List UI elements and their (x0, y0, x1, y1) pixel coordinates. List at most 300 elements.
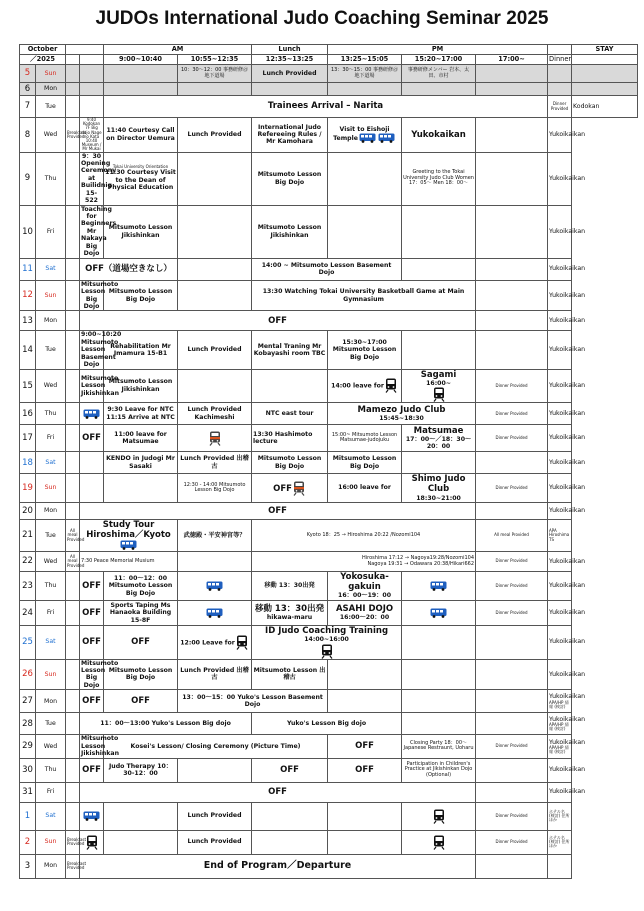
schedule-cell (80, 369, 119, 403)
empty-cell (402, 830, 476, 854)
empty-cell (66, 280, 80, 311)
empty-cell (548, 83, 572, 96)
schedule-cell (80, 258, 178, 280)
empty-cell (476, 713, 548, 735)
empty-cell (178, 83, 252, 96)
empty-cell (402, 659, 476, 690)
day-weekday: Tue (36, 713, 66, 735)
cell-text: 11:40 Courtesy Call on Director Uemura (106, 127, 175, 142)
cell-heading: ASAHI DOJO (335, 604, 394, 615)
schedule-cell (328, 600, 402, 625)
day-weekday: Mon (36, 854, 66, 878)
day-weekday: Wed (36, 552, 66, 572)
empty-cell (178, 758, 252, 782)
schedule-cell (476, 735, 548, 758)
schedule-cell (80, 520, 178, 552)
header-month: October (20, 45, 66, 55)
schedule-cell (104, 572, 178, 601)
day-number: 25 (20, 625, 36, 659)
cell-text: Mitsumoto Lesson Big Dojo (332, 455, 397, 470)
cell-text: 11:00 leave for Matsumae (114, 430, 167, 446)
empty-cell (178, 572, 252, 601)
cell-text: Mitsumoto Lesson Big Dojo (257, 171, 322, 186)
schedule-cell (80, 735, 119, 758)
cell-text: Lunch Provided (262, 69, 317, 77)
day-row (20, 474, 638, 503)
slot-5: 15:20~17:00 (402, 55, 476, 65)
day-row (20, 659, 638, 690)
schedule-cell (104, 205, 178, 258)
cell-text: Mitsumoto Lesson Big Dojo (257, 455, 322, 470)
day-row (20, 802, 638, 830)
day-weekday: Sun (36, 474, 66, 503)
cell-text: Yukoikaikan (549, 609, 586, 617)
schedule-cell (548, 503, 586, 520)
cell-text: 7:30 Peace Memorial Musium (81, 557, 155, 564)
day-weekday: Sat (36, 452, 66, 474)
day-number: 16 (20, 403, 36, 425)
day-weekday: Thu (36, 572, 66, 601)
schedule-cell (104, 690, 178, 713)
empty-cell (178, 600, 252, 625)
schedule-cell (402, 425, 476, 452)
schedule-cell (252, 452, 328, 474)
cell-text: Dinner Provided (495, 838, 528, 844)
cell-text: Participation in Children's Practice at Jikishinkan Dojo (Optional) (404, 760, 473, 778)
empty-cell (402, 452, 476, 474)
empty-cell (476, 854, 548, 878)
day-weekday: Sun (36, 280, 66, 311)
cell-text: Yukoikaikan (549, 458, 586, 466)
empty-cell (476, 625, 548, 659)
schedule-table (19, 44, 638, 879)
cell-time: 14:00~16:00 (304, 636, 349, 644)
train-icon (433, 387, 445, 402)
cell-text: Lunch Provided 出稽古 (180, 455, 249, 470)
schedule-cell (252, 403, 328, 425)
schedule-cell (476, 474, 548, 503)
header-stay: STAY (572, 45, 638, 55)
empty-cell (476, 83, 548, 96)
stay-note: APA/HP 情報 (検討) (549, 722, 569, 732)
schedule-cell (252, 280, 476, 311)
slot-3: 12:35~13:25 (252, 55, 328, 65)
day-row (20, 625, 638, 659)
cell-text: Mental Traning Mr Kobayashi room TBC (253, 342, 326, 357)
empty-cell (476, 782, 548, 802)
cell-text: Greeting to the Tokai University Judo Club Women 17：05～ Men 18：00～ (403, 169, 474, 187)
empty-cell (66, 152, 80, 205)
day-number: 17 (20, 425, 36, 452)
day-weekday: Sun (36, 830, 66, 854)
day-row (20, 830, 638, 854)
bus-icon (430, 581, 447, 591)
schedule-cell (252, 520, 476, 552)
empty-cell (476, 205, 548, 258)
cell-text: Lunch Provided (187, 812, 242, 820)
schedule-cell (548, 152, 586, 205)
day-weekday: Sat (36, 625, 66, 659)
empty-cell (66, 625, 80, 659)
cell-text: Dinner Provided (495, 485, 528, 490)
cell-text: Kodokan (573, 102, 600, 110)
schedule-cell (252, 205, 328, 258)
slot-4: 13:25~15:05 (328, 55, 402, 65)
cell-text: Yukoikaikan (549, 265, 586, 273)
cell-time: 17：00～／18：30～20：00 (405, 435, 472, 451)
empty-cell (66, 782, 80, 802)
day-weekday: Sat (36, 802, 66, 830)
cell-text: Yukoikaikan (549, 291, 586, 299)
cell-text: OFF (268, 786, 287, 797)
schedule-cell (80, 572, 104, 601)
day-row (20, 572, 638, 601)
cell-text: Yukoikaikan (549, 484, 586, 492)
schedule-cell (548, 690, 586, 713)
cell-text: Mitsumoto Lesson Jikishinkan (257, 224, 322, 239)
schedule-cell (476, 600, 548, 625)
day-number: 10 (20, 205, 36, 258)
cell-text: 11：00～13:00 Yuko's Lesson Big dojo (100, 720, 231, 728)
day-weekday: Thu (36, 403, 66, 425)
empty-cell (66, 331, 80, 369)
cell-text: OFF (82, 580, 101, 591)
day-weekday: Mon (36, 503, 66, 520)
empty-cell (572, 65, 638, 83)
schedule-cell (548, 572, 586, 601)
cell-heading: Sagami (420, 369, 457, 380)
day-weekday: Tue (36, 331, 66, 369)
empty-cell (178, 205, 252, 258)
empty-cell (402, 713, 476, 735)
empty-cell (66, 802, 80, 830)
bus-icon (378, 133, 395, 143)
cell-text: Mitsumoto Lesson Big Dojo (81, 280, 119, 310)
schedule-cell (104, 96, 548, 118)
day-number: 18 (20, 452, 36, 474)
empty-cell (178, 369, 252, 403)
schedule-cell (548, 520, 572, 552)
cell-text: 10：30～12：00 事務研修＠地下道場 (181, 67, 249, 79)
schedule-cell (548, 802, 572, 830)
train-icon (433, 809, 445, 824)
cell-text: Visit to Eishoji Temple (333, 126, 390, 143)
empty-cell (402, 690, 476, 713)
day-row (20, 854, 638, 878)
cell-text: OFF (280, 764, 299, 775)
schedule-cell (548, 280, 586, 311)
schedule-cell (66, 830, 87, 854)
cell-text: Yukoikaikan (549, 766, 586, 774)
day-number: 2 (20, 830, 36, 854)
empty-cell (178, 280, 252, 311)
schedule-cell (104, 600, 178, 625)
schedule-cell (328, 572, 402, 601)
cell-text: OFF (268, 315, 287, 326)
empty-cell (476, 280, 548, 311)
cell-text: Breakfast Provided (67, 836, 87, 847)
day-row (20, 713, 638, 735)
cell-text: Yukoikaikan (549, 638, 586, 646)
cell-text: Kosei's Lesson/ Closing Ceremony (Picture Time) (130, 742, 301, 750)
empty-cell (80, 96, 104, 118)
cell-text: Dinner Provided (550, 101, 569, 111)
schedule-cell (328, 65, 402, 83)
empty-cell (402, 258, 476, 280)
page-title: JUDOs International Judo Coaching Seminar 2025 (95, 8, 549, 29)
day-number: 6 (20, 83, 36, 96)
empty-cell (476, 258, 548, 280)
day-number: 1 (20, 802, 36, 830)
empty-cell (66, 758, 80, 782)
cell-text: Sports Taping Ms Hanaoka Building 15-8F (109, 601, 172, 624)
odakyu-train-icon (209, 431, 221, 446)
cell-text: Dinner Provided (495, 410, 528, 416)
cell-text: Dinner Provided (495, 382, 528, 388)
stay-name: Yukoikaikan (549, 715, 586, 723)
cell-text: All meal Provided (494, 532, 529, 538)
day-weekday: Fri (36, 425, 66, 452)
schedule-cell (476, 425, 548, 452)
cell-text: NTC east tour (265, 409, 314, 417)
day-number: 9 (20, 152, 36, 205)
cell-text: Yukoikaikan (549, 788, 586, 796)
schedule-cell (178, 118, 252, 153)
empty-cell (328, 83, 402, 96)
cell-text: OFF (273, 483, 292, 494)
cell-text: 14:00 leave for (331, 382, 384, 390)
schedule-cell (80, 311, 476, 331)
empty-cell (80, 83, 104, 96)
cell-text: 12:30 - 14:00 Mitsumoto Lesson Big Dojo (183, 481, 246, 494)
cell-text: 14:00 ~ Mitsumoto Lesson Basement Dojo (261, 261, 392, 277)
cell-text: 13：00～15：00 Yuko's Lesson Basement Dojo (182, 693, 323, 709)
stay-name: Yukoikaikan (549, 693, 586, 701)
cell-text: Yukoikaikan (549, 227, 586, 235)
cell-text: Breakfast Provided (67, 860, 87, 871)
cell-text: Lunch Provided 出稽古 (180, 666, 249, 682)
day-weekday: Tue (36, 520, 66, 552)
empty-cell (178, 552, 252, 572)
cell-text: ホテル名 (検討) 住所ほか (549, 834, 570, 849)
schedule-cell (252, 758, 328, 782)
header-am: AM (104, 45, 252, 55)
cell-text: 15:00~ Mitsumoto Lesson Matsumae-judojuku (331, 431, 398, 444)
cell-text: OFF (131, 637, 150, 648)
schedule-cell (548, 552, 586, 572)
day-row (20, 403, 638, 425)
empty-cell (66, 452, 80, 474)
empty-cell (66, 258, 80, 280)
schedule-cell (80, 690, 104, 713)
cell-text: 9:00~10:20 Mitsumoto Lesson Basement Dojo (81, 331, 122, 369)
cell-text: 11：00～12：00 Mitsumoto Lesson Big Dojo (108, 574, 173, 597)
empty-cell (402, 572, 476, 601)
cell-text: Judo Therapy 10：30-12：00 (109, 762, 173, 778)
empty-cell (66, 600, 80, 625)
cell-text: Yukokaikan (411, 129, 466, 140)
cell-text: OFF (355, 764, 374, 775)
cell-text: Mitsumoto Lesson Jikishinkan (81, 374, 119, 397)
schedule-cell (178, 520, 252, 552)
cell-text: 13：30～15：00 事務研修＠地下道場 (331, 67, 399, 79)
cell-text: Dinner Provided (495, 435, 528, 441)
cell-text: Dinner Provided (495, 582, 528, 588)
day-number: 20 (20, 503, 36, 520)
schedule-cell (476, 572, 548, 601)
cell-time: 18:30~21:00 (416, 494, 461, 502)
day-row (20, 205, 638, 258)
cell-time: hikawa-maru (266, 614, 313, 622)
schedule-cell (402, 369, 476, 403)
empty-cell (80, 452, 104, 474)
slot-2: 10:55~12:35 (178, 55, 252, 65)
cell-text: Yuko's Lesson Big dojo (286, 720, 367, 728)
schedule-cell (328, 118, 402, 153)
schedule-cell (402, 758, 476, 782)
train-line: Hiroshima 17:12 → Nagoya19:28/Nozomi104 (361, 555, 475, 562)
bus-icon (83, 409, 100, 419)
header-pm: PM (328, 45, 548, 55)
day-weekday: Fri (36, 782, 66, 802)
day-row (20, 735, 638, 758)
empty-cell (328, 152, 402, 205)
slot-dinner: Dinner (549, 55, 572, 64)
schedule-cell (548, 830, 572, 854)
cell-text: Rehabilitation Mr Imamura 15-B1 (110, 342, 171, 357)
cell-text: Study Tour Hiroshima／Kyoto (86, 520, 171, 541)
schedule-cell (80, 782, 476, 802)
cell-time: 15:45~18:30 (379, 415, 424, 423)
cell-text: 移動 13：30出発 (264, 582, 315, 590)
day-row (20, 758, 638, 782)
day-number: 5 (20, 65, 36, 83)
cell-text: OFF (82, 607, 101, 618)
empty-cell (402, 802, 476, 830)
stay-note: APA/HP 情報 (検討) (549, 699, 569, 709)
schedule-cell (104, 118, 178, 153)
cell-time: 16：00～19：00 (338, 592, 392, 600)
cell-text: OFF (355, 741, 374, 752)
day-weekday: Tue (36, 96, 66, 118)
empty-cell (548, 65, 572, 83)
cell-text: Mitsumoto Lesson Big Dojo (108, 666, 173, 682)
empty-cell (178, 425, 252, 452)
schedule-cell (178, 690, 328, 713)
empty-cell (66, 659, 80, 690)
schedule-cell (476, 403, 548, 425)
empty-cell (66, 205, 80, 258)
schedule-cell (548, 758, 586, 782)
empty-cell (402, 600, 476, 625)
day-row (20, 83, 638, 96)
cell-text: 13:30 Hashimoto lecture (253, 430, 313, 446)
slot-6: 17:00~ (476, 55, 548, 65)
empty-cell (548, 854, 572, 878)
schedule-cell (252, 572, 328, 601)
empty-cell (402, 625, 476, 659)
day-number: 3 (20, 854, 36, 878)
day-number: 14 (20, 331, 36, 369)
cell-text: 13:30 Watching Tokai University Basketball Game at Main Gymnasium (262, 288, 465, 303)
cell-text: Yukoikaikan (549, 434, 586, 442)
schedule-cell (80, 552, 178, 572)
schedule-cell (252, 474, 328, 503)
day-weekday: Sun (36, 659, 66, 690)
schedule-cell (476, 830, 548, 854)
schedule-cell (548, 403, 586, 425)
train-icon (236, 635, 248, 650)
schedule-cell (476, 552, 548, 572)
schedule-cell (66, 118, 87, 153)
schedule-cell (548, 118, 586, 153)
cell-text: Lunch Provided (187, 346, 242, 354)
schedule-cell (178, 331, 252, 369)
day-row (20, 96, 638, 118)
cell-text: Mitsumoto Lesson Big Dojo (108, 288, 173, 303)
schedule-cell (548, 331, 586, 369)
day-row (20, 258, 638, 280)
empty-cell (476, 503, 548, 520)
day-row (20, 503, 638, 520)
empty-cell (66, 403, 80, 425)
day-weekday: Fri (36, 205, 66, 258)
cell-text: APA Hiroshima TS (549, 528, 570, 542)
cell-text: 15:30~17:00 Mitsumoto Lesson Big Dojo (332, 338, 397, 361)
schedule-cell (476, 520, 548, 552)
day-row (20, 690, 638, 713)
schedule-cell (548, 659, 586, 690)
schedule-cell (178, 452, 252, 474)
schedule-cell (66, 854, 87, 878)
schedule-cell (548, 452, 586, 474)
cell-text: Yukoikaikan (549, 557, 586, 565)
day-number: 26 (20, 659, 36, 690)
empty-cell (104, 65, 178, 83)
cell-text: Yukoikaikan (549, 507, 586, 515)
schedule-cell (252, 65, 328, 83)
day-weekday: Fri (36, 600, 66, 625)
schedule-cell (178, 830, 252, 854)
day-number: 22 (20, 552, 36, 572)
day-weekday: Mon (36, 83, 66, 96)
slot-1: 9:00~10:40 (104, 55, 178, 65)
schedule-cell (252, 331, 328, 369)
schedule-cell (402, 118, 476, 153)
schedule-cell (402, 65, 476, 83)
schedule-cell (402, 152, 476, 205)
empty-cell (66, 83, 80, 96)
cell-text: OFF (82, 433, 101, 444)
schedule-cell (80, 600, 104, 625)
cell-text: Dinner Provided (495, 558, 528, 564)
cell-text: Yukoikaikan (549, 131, 586, 139)
schedule-cell (252, 552, 476, 572)
empty-cell (66, 96, 80, 118)
empty-cell (476, 659, 548, 690)
bus-icon (430, 608, 447, 618)
odakyu-train-icon (293, 481, 305, 496)
cell-text: Dinner Provided (495, 812, 528, 818)
schedule-cell (66, 552, 85, 572)
cell-text: 16:00 leave for (338, 484, 391, 492)
empty-cell (66, 713, 80, 735)
empty-cell (104, 830, 178, 854)
empty-cell (402, 331, 476, 369)
cell-text: Yukoikaikan (549, 670, 586, 678)
day-number: 8 (20, 118, 36, 153)
schedule-cell (548, 625, 586, 659)
